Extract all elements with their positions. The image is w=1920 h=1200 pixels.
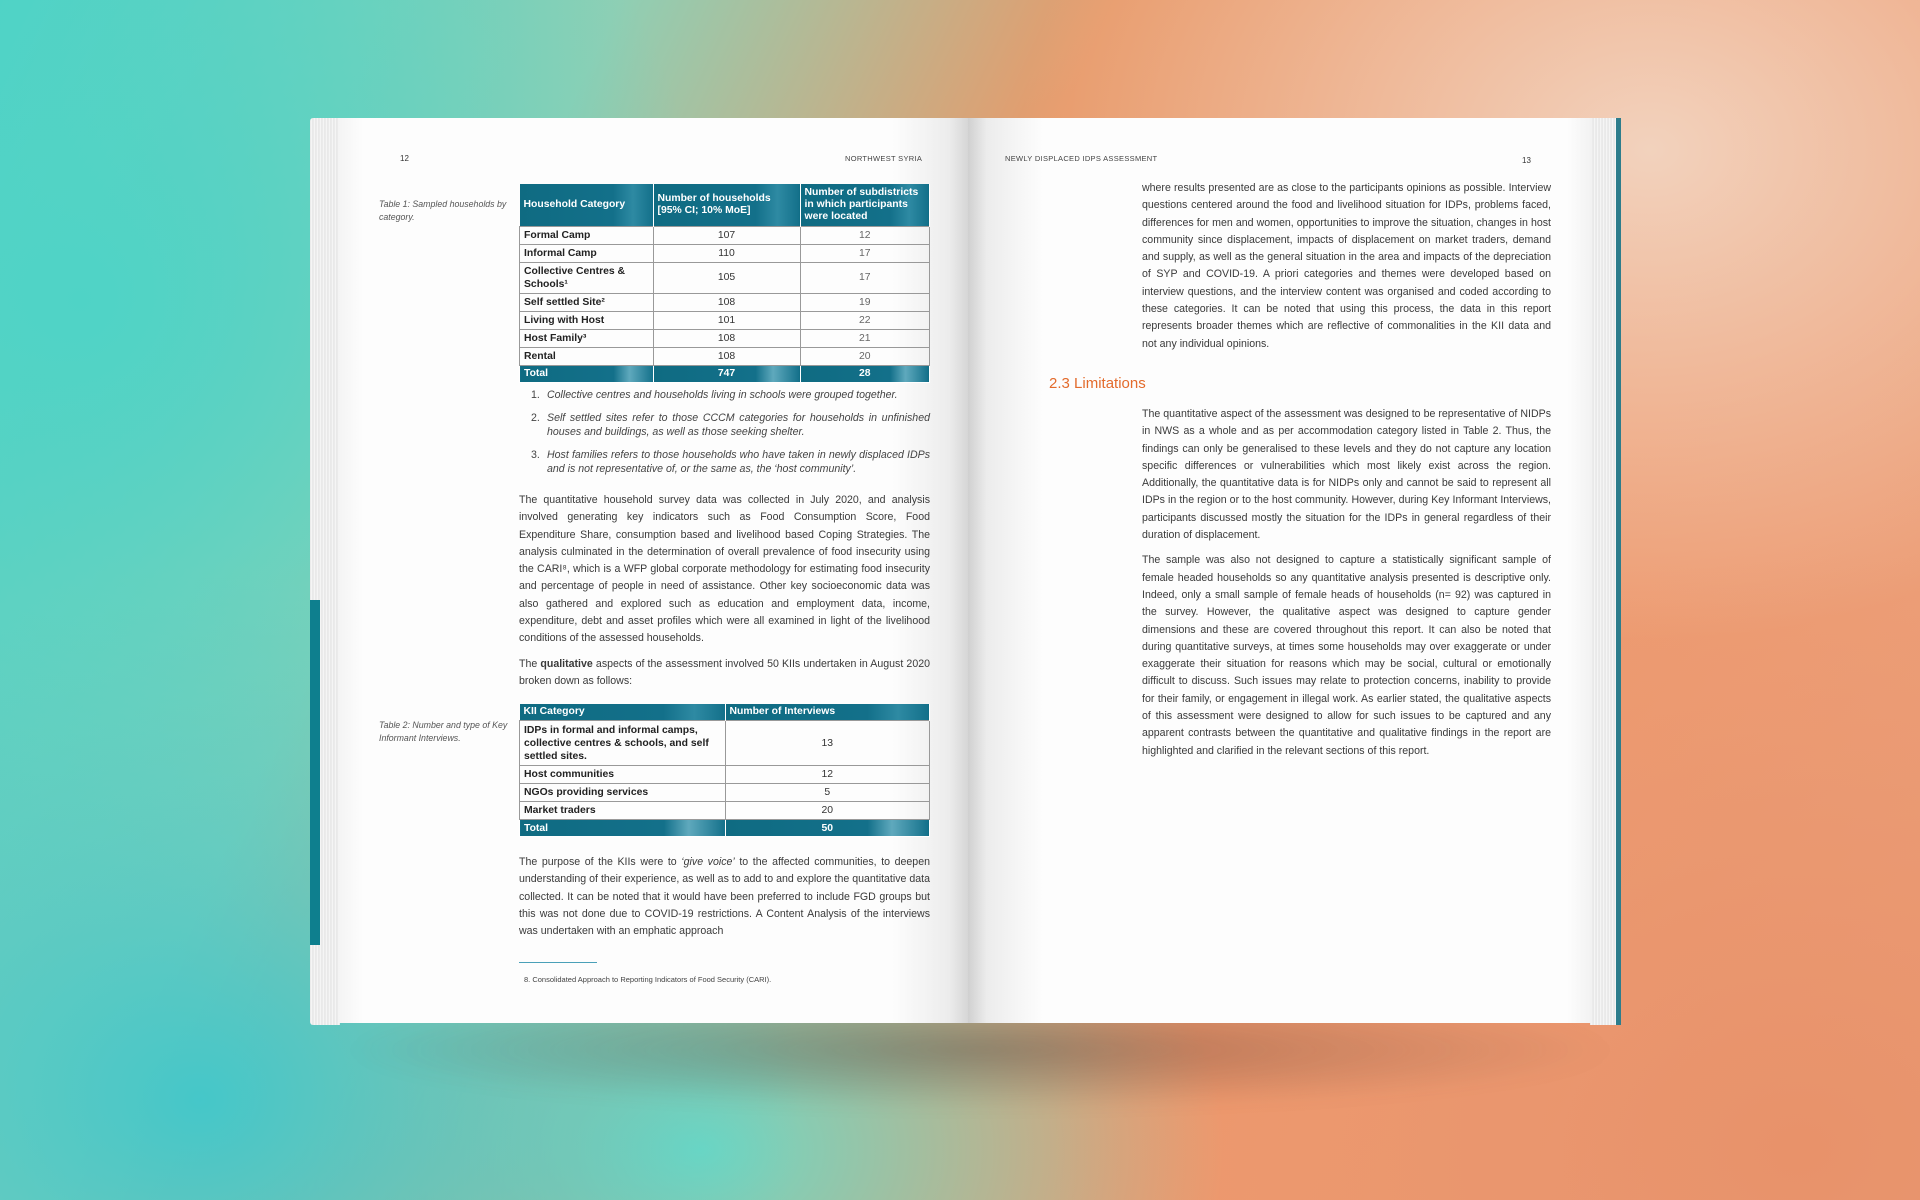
table-cell: Formal Camp xyxy=(520,226,654,244)
table-cell: 20 xyxy=(725,802,930,820)
table-cell: 105 xyxy=(653,262,800,293)
table-cell: 12 xyxy=(800,226,930,244)
footnote-rule xyxy=(519,962,597,963)
table2-header-category: KII Category xyxy=(520,704,726,721)
table-cell: 108 xyxy=(653,347,800,365)
table-cell: 108 xyxy=(653,293,800,311)
left-body-text-2 xyxy=(519,854,930,948)
table-cell: 17 xyxy=(800,244,930,262)
table-cell: 28 xyxy=(800,365,930,382)
table-cell: 20 xyxy=(800,347,930,365)
paragraph: The sample was also not designed to capture a statistically significant sample of female headed households so any quantitative analysis presented is descriptive only. Indeed, only a small sample of female heads of households (n= 92) was captured in the survey. However, the qualitative aspect was designed to capture gender dimensions and these are covered throughout this report. It can also be noted that during quantitative surveys, at times some households may over exaggerate or under exaggerate their situation for reasons which may be social, cultural or emotionally difficult to discuss. Such issues may relate to protection concerns, inability to provide for their family, or engagement in illegal work. As earlier stated, the qualitative aspects of this assessment were designed to allow for such issues to be captured and any apparent contrasts between the quantitative and qualitative findings in the report are highlighted and clarified in the relevant sections of this report. xyxy=(1142,554,1551,757)
table-cell: 101 xyxy=(653,311,800,329)
table-row xyxy=(520,329,930,347)
table-cell: 22 xyxy=(800,311,930,329)
footnote: 8. Consolidated Approach to Reporting Indicators of Food Security (CARI). xyxy=(524,975,772,984)
table-cell: Collective Centres & Schools¹ xyxy=(520,262,654,293)
table1-header-subdistricts: Number of subdistricts in which participants were located xyxy=(800,184,930,226)
table-cell: Total xyxy=(520,365,654,382)
left-page xyxy=(338,118,968,1023)
table-cell: 19 xyxy=(800,293,930,311)
table-cell: 747 xyxy=(653,365,800,382)
table1-notes xyxy=(531,388,930,485)
right-body-text-top xyxy=(1142,180,1551,361)
table2-header-count: Number of Interviews xyxy=(725,704,930,721)
table-cell: 108 xyxy=(653,329,800,347)
paragraph: The quantitative household survey data was collected in July 2020, and analysis involved generating key indicators such as Food Consumption Score, Food Expenditure Share, consumption based and livelihood based Coping Strategies. The analysis culminated in the determination of overall prevalence of food insecurity using the CARI⁸, which is a WFP global corporate methodology for estimating food insecurity and percentage of people in need of assistance. Other key socioeconomic data was also gathered and explored such as education and employment data, income, expenditure, debt and asset profiles which were all examined in light of the livelihood conditions of the assessed households. xyxy=(519,494,930,645)
table1-caption: Table 1: Sampled households by category. xyxy=(379,199,507,222)
table-cell: Living with Host xyxy=(520,311,654,329)
cover-edge xyxy=(1616,118,1621,1025)
page-number-left: 12 xyxy=(400,154,409,163)
table-row xyxy=(520,784,930,802)
table-cell: Market traders xyxy=(520,802,726,820)
table-total-row xyxy=(520,365,930,382)
table-row xyxy=(520,226,930,244)
page-number-right: 13 xyxy=(1522,156,1531,165)
running-head-left: NORTHWEST SYRIA xyxy=(845,154,923,163)
table-cell: 107 xyxy=(653,226,800,244)
right-page xyxy=(968,118,1592,1023)
table-cell: 110 xyxy=(653,244,800,262)
table-cell: Total xyxy=(520,820,726,837)
table-cell: 50 xyxy=(725,820,930,837)
table-cell: Host communities xyxy=(520,766,726,784)
table-cell: 17 xyxy=(800,262,930,293)
paragraph: The purpose of the KIIs were to ‘give voice’ to the affected communities, to deepen understanding of their experience, as well as to add to and explore the quantitative data collected. It can be noted that it would have been preferred to include FGD groups but this was not done due to COVID-19 restrictions. A Content Analysis of the interviews was undertaken with an emphatic approach xyxy=(519,856,930,938)
table-row xyxy=(520,721,930,766)
table2-caption: Table 2: Number and type of Key Informant Interviews. xyxy=(379,720,508,743)
table-row xyxy=(520,244,930,262)
table2-kii xyxy=(519,704,930,837)
table-cell: 12 xyxy=(725,766,930,784)
table-cell: Rental xyxy=(520,347,654,365)
table-cell: 13 xyxy=(725,721,930,766)
table-row xyxy=(520,766,930,784)
table-cell: 5 xyxy=(725,784,930,802)
table-total-row xyxy=(520,820,930,837)
paragraph: The qualitative aspects of the assessment involved 50 KIIs undertaken in August 2020 broken down as follows: xyxy=(519,657,930,687)
table-cell: NGOs providing services xyxy=(520,784,726,802)
left-body-text xyxy=(519,492,930,698)
table-cell: Self settled Site² xyxy=(520,293,654,311)
table-row xyxy=(520,293,930,311)
table-row xyxy=(520,347,930,365)
chapter-tab xyxy=(310,600,320,945)
section-heading: 2.3 Limitations xyxy=(1049,375,1146,392)
table-cell: Informal Camp xyxy=(520,244,654,262)
right-body-text-limitations xyxy=(1142,406,1551,768)
note-item: 3. Host families refers to those households who have taken in newly displaced IDPs and is not representative of, or the same as, the ‘host community’. xyxy=(531,449,930,475)
table-row xyxy=(520,262,930,293)
table-row xyxy=(520,311,930,329)
table-cell: IDPs in formal and informal camps, collective centres & schools, and self settled sites. xyxy=(520,721,726,766)
table-cell: 21 xyxy=(800,329,930,347)
table1-header-category: Household Category xyxy=(520,184,654,226)
running-head-right: NEWLY DISPLACED IDPS ASSESSMENT xyxy=(1005,154,1158,163)
table-row xyxy=(520,802,930,820)
table-cell: Host Family³ xyxy=(520,329,654,347)
table1-sampled-households xyxy=(519,184,930,383)
note-item: 2. Self settled sites refer to those CCCM categories for households in unfinished houses and buildings, as well as those seeking shelter. xyxy=(531,412,930,438)
note-item: 1. Collective centres and households living in schools were grouped together. xyxy=(531,389,898,401)
paragraph: The quantitative aspect of the assessment was designed to be representative of NIDPs in NWS as a whole and as per accommodation category listed in Table 2. Thus, the findings can only be generalised to these levels and they do not capture any location specific differences or vulnerabilities which most likely exist across the region. Additionally, the quantitative data is for NIDPs only and cannot be said to represent all IDPs in the region or to the host community. However, during Key Informant Interviews, participants discussed mostly the situation for the IDPs in general regardless of their duration of displacement. xyxy=(1142,408,1551,542)
paragraph: where results presented are as close to the participants opinions as possible. Interview questions centered around the food and livelihood situation for IDPs, problems faced, differences for men and women, opportunities to improve the situation, changes in host community since displacement, impacts of displacement on market traders, demand and supply, as well as the general situation in the area and impacts of the depreciation of SYP and COVID-19. A priori categories and themes were developed based on interview questions, and the interview content was organised and coded according to these categories. It can be noted that using this process, the data in this report represents broader themes which are reflective of commonalities in the KII data and not any individual opinions. xyxy=(1142,182,1551,350)
table1-header-households: Number of households [95% CI; 10% MoE] xyxy=(653,184,800,226)
